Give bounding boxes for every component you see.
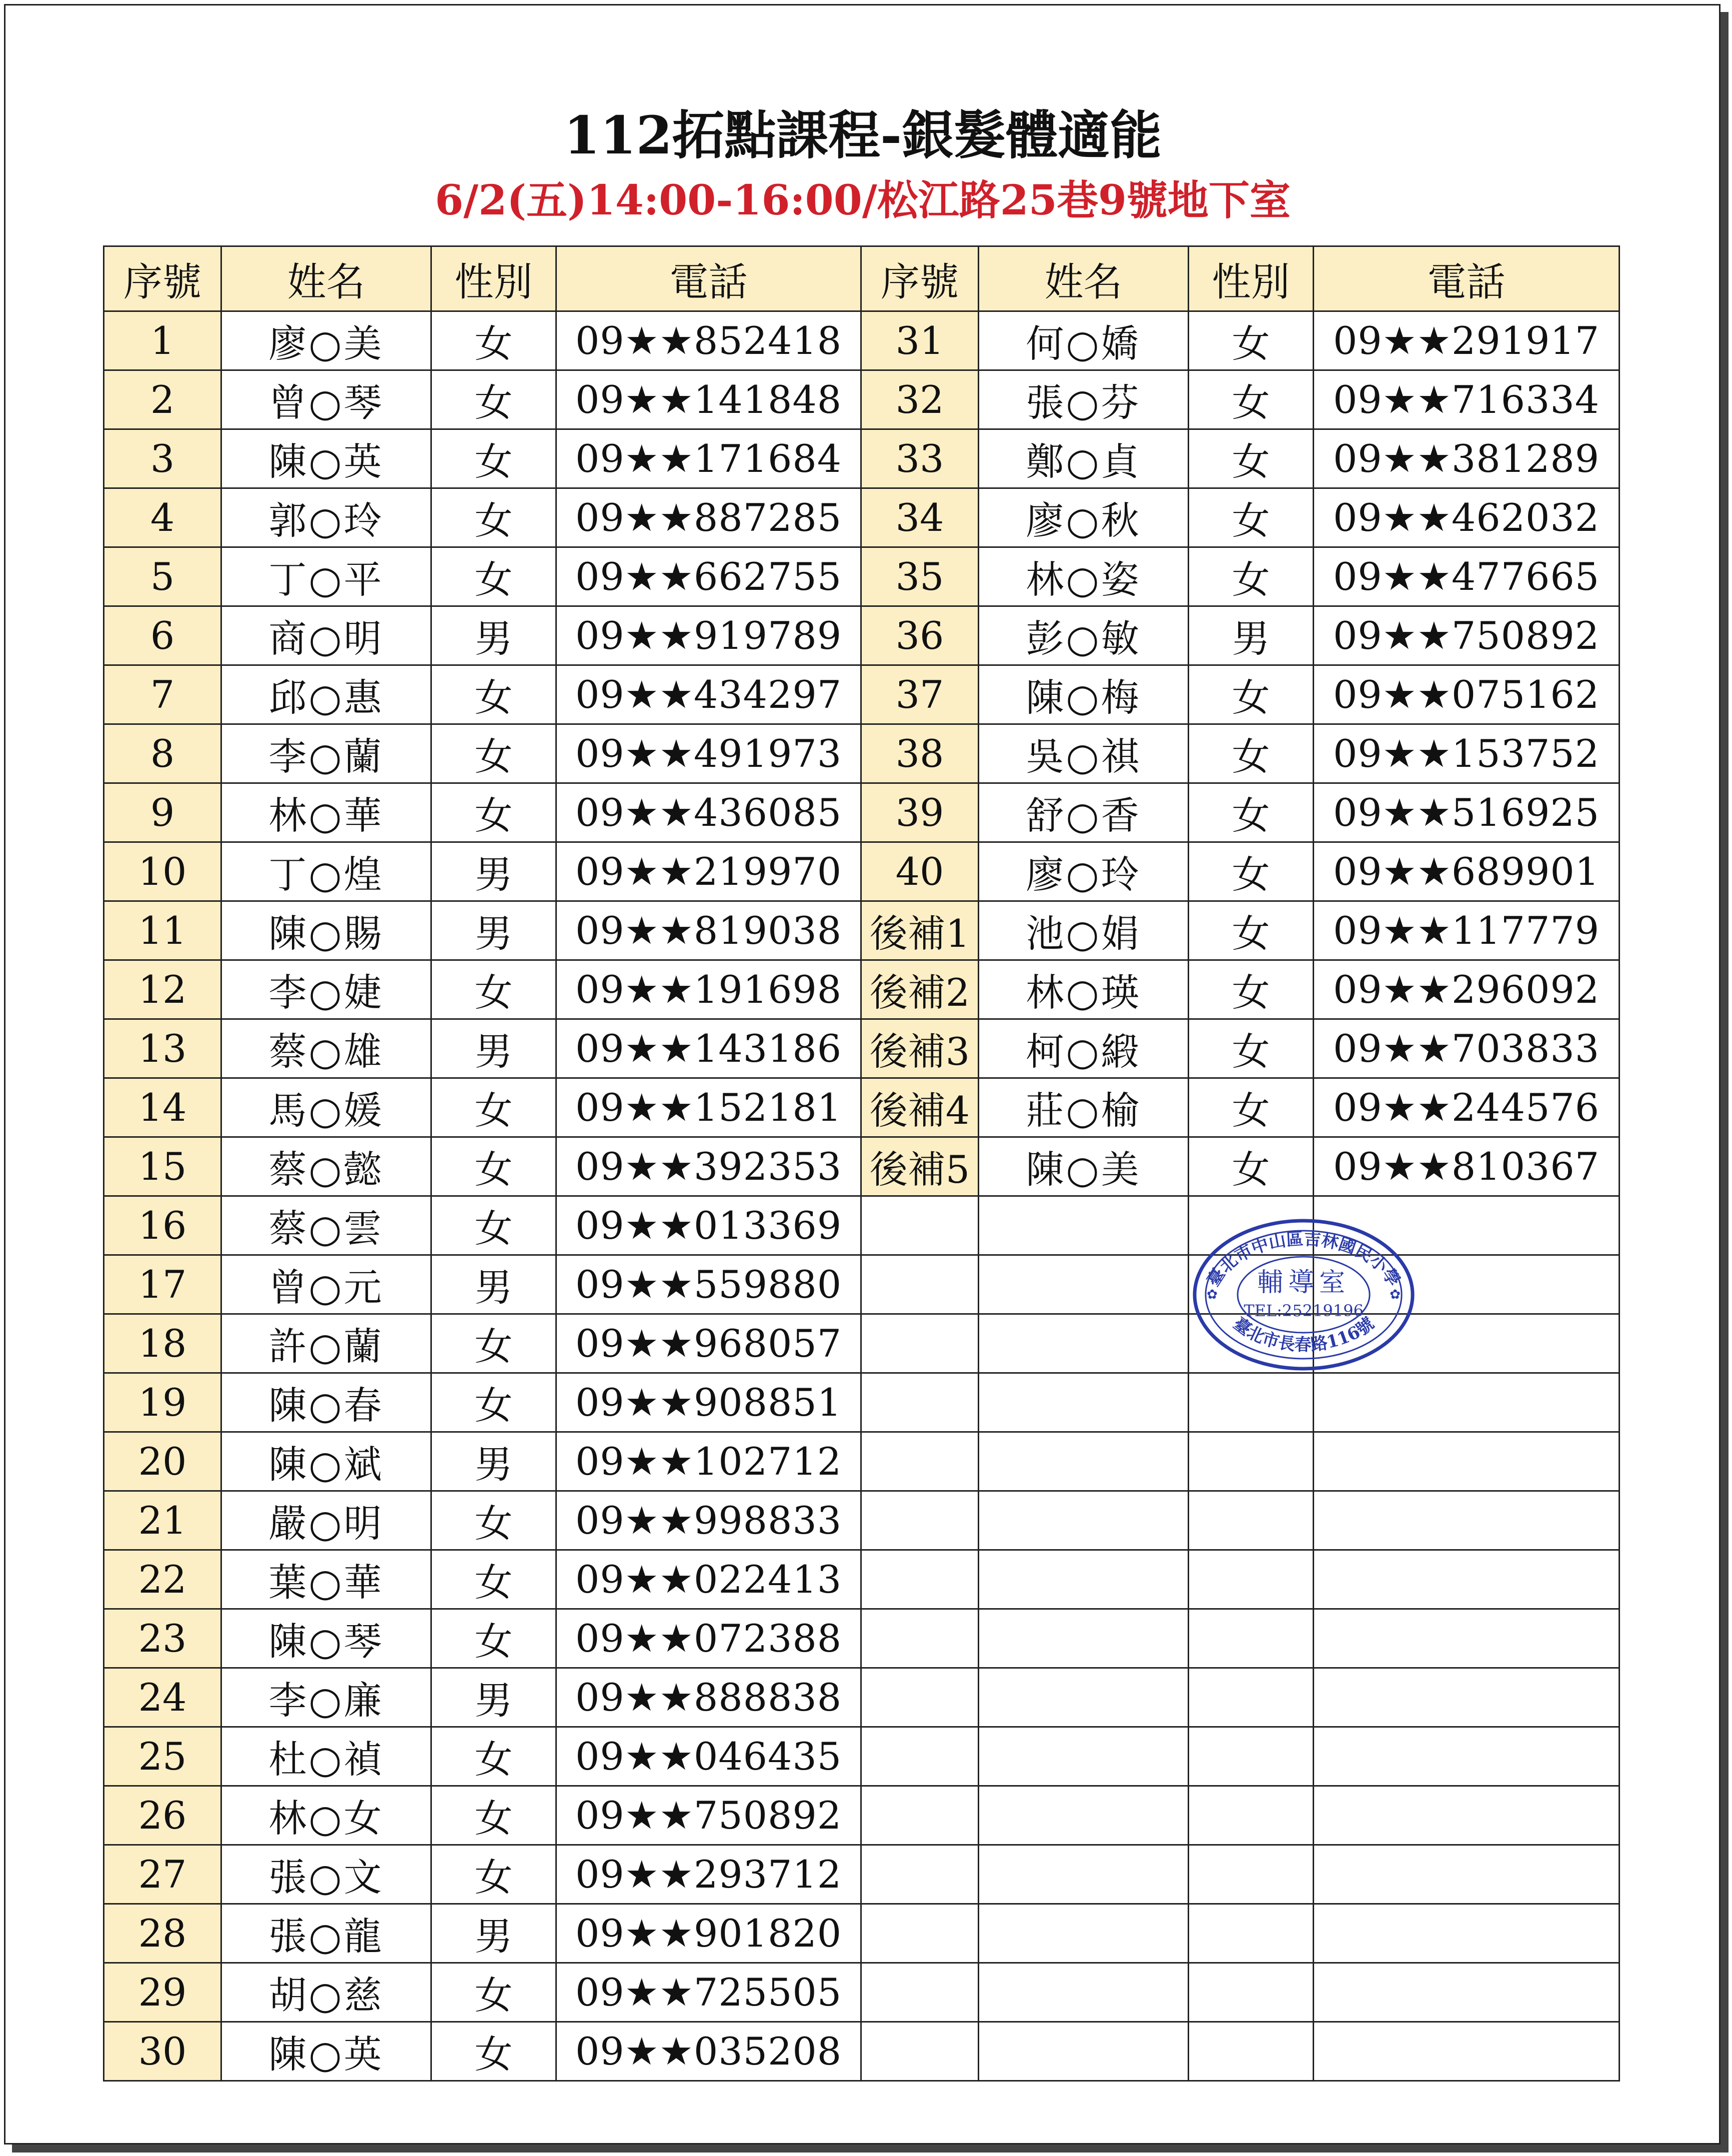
row-phone-right bbox=[1314, 1314, 1620, 1373]
row-seq-right bbox=[861, 2022, 979, 2081]
row-phone-left: 09★★219970 bbox=[556, 842, 861, 901]
roster-body bbox=[104, 311, 1620, 2081]
row-gender-left: 女 bbox=[431, 1550, 556, 1609]
row-seq-left: 2 bbox=[104, 370, 221, 429]
row-name-right bbox=[979, 1845, 1189, 1904]
table-row bbox=[104, 1845, 1620, 1904]
row-gender-right: 女 bbox=[1189, 724, 1314, 783]
row-gender-left: 男 bbox=[431, 1432, 556, 1491]
table-row bbox=[104, 488, 1620, 547]
table-row bbox=[104, 1019, 1620, 1078]
row-gender-left: 女 bbox=[431, 1137, 556, 1196]
row-gender-left: 女 bbox=[431, 1196, 556, 1255]
row-seq-right bbox=[861, 1196, 979, 1255]
row-seq-right: 31 bbox=[861, 311, 979, 370]
row-seq-right: 40 bbox=[861, 842, 979, 901]
row-phone-right: 09★★810367 bbox=[1314, 1137, 1620, 1196]
row-seq-left: 5 bbox=[104, 547, 221, 606]
row-gender-right bbox=[1189, 1727, 1314, 1786]
row-seq-right: 32 bbox=[861, 370, 979, 429]
row-gender-left: 女 bbox=[431, 724, 556, 783]
row-gender-right: 女 bbox=[1189, 842, 1314, 901]
table-row bbox=[104, 665, 1620, 724]
row-phone-left: 09★★491973 bbox=[556, 724, 861, 783]
table-row bbox=[104, 606, 1620, 665]
row-name-left: 丁○平 bbox=[221, 547, 431, 606]
row-phone-left: 09★★559880 bbox=[556, 1255, 861, 1314]
row-name-left: 許○蘭 bbox=[221, 1314, 431, 1373]
table-row bbox=[104, 960, 1620, 1019]
row-gender-left: 女 bbox=[431, 1491, 556, 1550]
row-phone-left: 09★★191698 bbox=[556, 960, 861, 1019]
row-name-left: 葉○華 bbox=[221, 1550, 431, 1609]
row-name-right bbox=[979, 1668, 1189, 1727]
row-gender-left: 女 bbox=[431, 2022, 556, 2081]
header-seq-right: 序號 bbox=[861, 246, 979, 311]
row-phone-right: 09★★244576 bbox=[1314, 1078, 1620, 1137]
header-phone-left: 電話 bbox=[556, 246, 861, 311]
row-phone-right: 09★★750892 bbox=[1314, 606, 1620, 665]
row-gender-left: 女 bbox=[431, 1314, 556, 1373]
row-phone-right bbox=[1314, 2022, 1620, 2081]
row-phone-right: 09★★703833 bbox=[1314, 1019, 1620, 1078]
row-name-right bbox=[979, 1314, 1189, 1373]
row-seq-left: 11 bbox=[104, 901, 221, 960]
row-phone-right: 09★★117779 bbox=[1314, 901, 1620, 960]
row-gender-right: 女 bbox=[1189, 429, 1314, 488]
row-name-right bbox=[979, 1727, 1189, 1786]
row-phone-right: 09★★516925 bbox=[1314, 783, 1620, 842]
row-phone-left: 09★★908851 bbox=[556, 1373, 861, 1432]
row-name-left: 李○蘭 bbox=[221, 724, 431, 783]
table-row bbox=[104, 1078, 1620, 1137]
row-name-right bbox=[979, 1196, 1189, 1255]
header-gender-left: 性別 bbox=[431, 246, 556, 311]
row-name-right bbox=[979, 1373, 1189, 1432]
row-name-right: 張○芬 bbox=[979, 370, 1189, 429]
row-phone-right bbox=[1314, 1491, 1620, 1550]
row-phone-left: 09★★022413 bbox=[556, 1550, 861, 1609]
table-row bbox=[104, 1727, 1620, 1786]
row-phone-left: 09★★819038 bbox=[556, 901, 861, 960]
header-name-right: 姓名 bbox=[979, 246, 1189, 311]
table-row bbox=[104, 2022, 1620, 2081]
row-gender-left: 女 bbox=[431, 311, 556, 370]
row-name-right bbox=[979, 1550, 1189, 1609]
row-gender-left: 女 bbox=[431, 1963, 556, 2022]
row-name-right bbox=[979, 1491, 1189, 1550]
row-gender-right bbox=[1189, 1491, 1314, 1550]
row-seq-right bbox=[861, 1373, 979, 1432]
row-seq-right: 後補4 bbox=[861, 1078, 979, 1137]
row-seq-left: 6 bbox=[104, 606, 221, 665]
row-gender-left: 女 bbox=[431, 1078, 556, 1137]
row-gender-left: 女 bbox=[431, 1845, 556, 1904]
row-seq-right bbox=[861, 1845, 979, 1904]
row-seq-left: 27 bbox=[104, 1845, 221, 1904]
row-name-left: 嚴○明 bbox=[221, 1491, 431, 1550]
row-seq-left: 17 bbox=[104, 1255, 221, 1314]
table-row bbox=[104, 1963, 1620, 2022]
row-name-left: 曾○元 bbox=[221, 1255, 431, 1314]
header-phone-right: 電話 bbox=[1314, 246, 1620, 311]
row-name-left: 胡○慈 bbox=[221, 1963, 431, 2022]
row-phone-right: 09★★075162 bbox=[1314, 665, 1620, 724]
row-name-left: 張○龍 bbox=[221, 1904, 431, 1963]
row-gender-right: 女 bbox=[1189, 547, 1314, 606]
row-phone-left: 09★★141848 bbox=[556, 370, 861, 429]
row-name-right: 林○姿 bbox=[979, 547, 1189, 606]
row-seq-right bbox=[861, 1550, 979, 1609]
row-phone-right bbox=[1314, 1727, 1620, 1786]
row-name-right: 吳○祺 bbox=[979, 724, 1189, 783]
row-seq-left: 14 bbox=[104, 1078, 221, 1137]
row-seq-right bbox=[861, 1255, 979, 1314]
row-name-left: 杜○禎 bbox=[221, 1727, 431, 1786]
row-seq-right bbox=[861, 1314, 979, 1373]
row-seq-right: 後補5 bbox=[861, 1137, 979, 1196]
row-phone-left: 09★★392353 bbox=[556, 1137, 861, 1196]
row-gender-right: 女 bbox=[1189, 783, 1314, 842]
row-seq-right: 39 bbox=[861, 783, 979, 842]
table-row bbox=[104, 1491, 1620, 1550]
row-name-right: 彭○敏 bbox=[979, 606, 1189, 665]
table-row bbox=[104, 547, 1620, 606]
table-row bbox=[104, 901, 1620, 960]
row-seq-left: 9 bbox=[104, 783, 221, 842]
row-seq-left: 23 bbox=[104, 1609, 221, 1668]
row-phone-left: 09★★998833 bbox=[556, 1491, 861, 1550]
table-row bbox=[104, 842, 1620, 901]
row-phone-right: 09★★689901 bbox=[1314, 842, 1620, 901]
document-subtitle: 6/2(五)14:00-16:00/松江路25巷9號地下室 bbox=[435, 176, 1291, 224]
row-gender-right: 女 bbox=[1189, 960, 1314, 1019]
row-name-left: 張○文 bbox=[221, 1845, 431, 1904]
row-name-right: 柯○緞 bbox=[979, 1019, 1189, 1078]
row-phone-right: 09★★296092 bbox=[1314, 960, 1620, 1019]
row-phone-left: 09★★434297 bbox=[556, 665, 861, 724]
row-name-left: 陳○賜 bbox=[221, 901, 431, 960]
row-name-right bbox=[979, 1255, 1189, 1314]
row-seq-left: 7 bbox=[104, 665, 221, 724]
table-row bbox=[104, 783, 1620, 842]
row-name-left: 丁○煌 bbox=[221, 842, 431, 901]
row-seq-left: 12 bbox=[104, 960, 221, 1019]
row-seq-right bbox=[861, 1727, 979, 1786]
row-phone-left: 09★★887285 bbox=[556, 488, 861, 547]
row-phone-left: 09★★725505 bbox=[556, 1963, 861, 2022]
row-name-right: 林○瑛 bbox=[979, 960, 1189, 1019]
row-gender-right bbox=[1189, 1904, 1314, 1963]
row-gender-left: 女 bbox=[431, 1727, 556, 1786]
row-phone-right bbox=[1314, 1786, 1620, 1845]
row-phone-right bbox=[1314, 1904, 1620, 1963]
row-seq-left: 26 bbox=[104, 1786, 221, 1845]
row-name-left: 陳○英 bbox=[221, 2022, 431, 2081]
row-seq-left: 15 bbox=[104, 1137, 221, 1196]
row-name-right bbox=[979, 1963, 1189, 2022]
row-name-right: 莊○榆 bbox=[979, 1078, 1189, 1137]
row-seq-right: 後補2 bbox=[861, 960, 979, 1019]
row-gender-left: 女 bbox=[431, 488, 556, 547]
table-row bbox=[104, 1373, 1620, 1432]
row-phone-right: 09★★462032 bbox=[1314, 488, 1620, 547]
row-name-right: 陳○梅 bbox=[979, 665, 1189, 724]
row-seq-right bbox=[861, 1432, 979, 1491]
table-row bbox=[104, 311, 1620, 370]
table-row bbox=[104, 1196, 1620, 1255]
row-gender-right: 女 bbox=[1189, 1137, 1314, 1196]
row-gender-right bbox=[1189, 1196, 1314, 1255]
row-phone-right: 09★★291917 bbox=[1314, 311, 1620, 370]
row-phone-right: 09★★381289 bbox=[1314, 429, 1620, 488]
row-seq-right bbox=[861, 1786, 979, 1845]
row-gender-right bbox=[1189, 1668, 1314, 1727]
stamp-flower-left-icon: ✿ bbox=[1207, 1287, 1218, 1302]
row-seq-right: 34 bbox=[861, 488, 979, 547]
row-seq-right: 37 bbox=[861, 665, 979, 724]
row-gender-left: 女 bbox=[431, 1373, 556, 1432]
row-seq-left: 29 bbox=[104, 1963, 221, 2022]
row-gender-left: 女 bbox=[431, 960, 556, 1019]
row-gender-left: 男 bbox=[431, 1904, 556, 1963]
row-name-right: 廖○玲 bbox=[979, 842, 1189, 901]
row-seq-right bbox=[861, 1963, 979, 2022]
row-gender-right bbox=[1189, 1609, 1314, 1668]
row-seq-right: 35 bbox=[861, 547, 979, 606]
row-name-right: 廖○秋 bbox=[979, 488, 1189, 547]
row-gender-right: 男 bbox=[1189, 606, 1314, 665]
row-seq-right bbox=[861, 1904, 979, 1963]
row-gender-left: 男 bbox=[431, 1668, 556, 1727]
table-row bbox=[104, 370, 1620, 429]
row-seq-left: 13 bbox=[104, 1019, 221, 1078]
row-gender-right: 女 bbox=[1189, 665, 1314, 724]
row-seq-right: 33 bbox=[861, 429, 979, 488]
row-name-left: 廖○美 bbox=[221, 311, 431, 370]
row-phone-left: 09★★035208 bbox=[556, 2022, 861, 2081]
row-gender-right: 女 bbox=[1189, 311, 1314, 370]
row-name-left: 曾○琴 bbox=[221, 370, 431, 429]
row-phone-left: 09★★919789 bbox=[556, 606, 861, 665]
row-gender-left: 男 bbox=[431, 606, 556, 665]
table-row bbox=[104, 724, 1620, 783]
row-name-left: 邱○惠 bbox=[221, 665, 431, 724]
row-seq-right: 後補3 bbox=[861, 1019, 979, 1078]
header-seq-left: 序號 bbox=[104, 246, 221, 311]
stamp-inner-title: 輔導室 bbox=[1257, 1268, 1351, 1298]
row-seq-left: 1 bbox=[104, 311, 221, 370]
row-phone-left: 09★★293712 bbox=[556, 1845, 861, 1904]
row-phone-left: 09★★072388 bbox=[556, 1609, 861, 1668]
row-seq-left: 30 bbox=[104, 2022, 221, 2081]
row-gender-right bbox=[1189, 1432, 1314, 1491]
row-gender-left: 男 bbox=[431, 901, 556, 960]
row-gender-right: 女 bbox=[1189, 901, 1314, 960]
row-gender-left: 女 bbox=[431, 429, 556, 488]
table-row bbox=[104, 429, 1620, 488]
row-gender-left: 男 bbox=[431, 842, 556, 901]
row-seq-right: 36 bbox=[861, 606, 979, 665]
document-sheet bbox=[4, 4, 1721, 2145]
row-seq-right: 38 bbox=[861, 724, 979, 783]
row-name-left: 林○女 bbox=[221, 1786, 431, 1845]
row-phone-right bbox=[1314, 1668, 1620, 1727]
row-name-left: 蔡○雲 bbox=[221, 1196, 431, 1255]
row-name-right bbox=[979, 1609, 1189, 1668]
row-gender-left: 女 bbox=[431, 1609, 556, 1668]
row-phone-right bbox=[1314, 1609, 1620, 1668]
row-seq-left: 22 bbox=[104, 1550, 221, 1609]
row-phone-right bbox=[1314, 1550, 1620, 1609]
row-phone-left: 09★★901820 bbox=[556, 1904, 861, 1963]
row-name-left: 李○廉 bbox=[221, 1668, 431, 1727]
row-phone-right bbox=[1314, 1432, 1620, 1491]
stamp-tel: TEL:25219196 bbox=[1244, 1301, 1364, 1320]
header-gender-right: 性別 bbox=[1189, 246, 1314, 311]
row-seq-left: 18 bbox=[104, 1314, 221, 1373]
row-seq-left: 28 bbox=[104, 1904, 221, 1963]
row-gender-left: 男 bbox=[431, 1255, 556, 1314]
row-name-left: 蔡○雄 bbox=[221, 1019, 431, 1078]
row-seq-left: 4 bbox=[104, 488, 221, 547]
row-seq-left: 10 bbox=[104, 842, 221, 901]
stamp-address-text: 臺北市長春路116號 bbox=[1229, 1313, 1378, 1355]
document-title: 112拓點課程-銀髮體適能 bbox=[563, 104, 1162, 166]
row-phone-left: 09★★046435 bbox=[556, 1727, 861, 1786]
row-phone-left: 09★★662755 bbox=[556, 547, 861, 606]
table-row bbox=[104, 1609, 1620, 1668]
row-gender-right: 女 bbox=[1189, 370, 1314, 429]
row-gender-right: 女 bbox=[1189, 488, 1314, 547]
row-seq-right: 後補1 bbox=[861, 901, 979, 960]
row-phone-left: 09★★171684 bbox=[556, 429, 861, 488]
row-name-left: 商○明 bbox=[221, 606, 431, 665]
stamp-outer-text: 臺北市中山區吉林國民小學 bbox=[1203, 1229, 1404, 1290]
row-seq-left: 3 bbox=[104, 429, 221, 488]
row-gender-left: 女 bbox=[431, 370, 556, 429]
row-seq-left: 24 bbox=[104, 1668, 221, 1727]
table-row bbox=[104, 1786, 1620, 1845]
row-name-left: 陳○琴 bbox=[221, 1609, 431, 1668]
row-gender-right bbox=[1189, 1550, 1314, 1609]
row-gender-left: 女 bbox=[431, 547, 556, 606]
row-seq-right bbox=[861, 1668, 979, 1727]
row-gender-left: 女 bbox=[431, 1786, 556, 1845]
table-row bbox=[104, 1550, 1620, 1609]
row-name-right: 舒○香 bbox=[979, 783, 1189, 842]
row-phone-right: 09★★477665 bbox=[1314, 547, 1620, 606]
header-row bbox=[104, 246, 1620, 311]
table-row bbox=[104, 1668, 1620, 1727]
row-phone-right: 09★★153752 bbox=[1314, 724, 1620, 783]
row-seq-left: 16 bbox=[104, 1196, 221, 1255]
row-name-left: 陳○春 bbox=[221, 1373, 431, 1432]
stamp-flower-right-icon: ✿ bbox=[1390, 1287, 1401, 1302]
row-name-right bbox=[979, 1432, 1189, 1491]
row-seq-left: 8 bbox=[104, 724, 221, 783]
row-gender-right bbox=[1189, 1786, 1314, 1845]
table-row bbox=[104, 1137, 1620, 1196]
table-row bbox=[104, 1904, 1620, 1963]
row-name-right bbox=[979, 1904, 1189, 1963]
row-name-right: 陳○美 bbox=[979, 1137, 1189, 1196]
row-seq-right bbox=[861, 1491, 979, 1550]
row-phone-right: 09★★716334 bbox=[1314, 370, 1620, 429]
row-gender-right: 女 bbox=[1189, 1078, 1314, 1137]
row-name-left: 陳○斌 bbox=[221, 1432, 431, 1491]
row-phone-right bbox=[1314, 1845, 1620, 1904]
row-seq-left: 21 bbox=[104, 1491, 221, 1550]
row-phone-left: 09★★152181 bbox=[556, 1078, 861, 1137]
row-gender-right bbox=[1189, 2022, 1314, 2081]
row-seq-left: 25 bbox=[104, 1727, 221, 1786]
row-phone-right bbox=[1314, 1963, 1620, 2022]
header-name-left: 姓名 bbox=[221, 246, 431, 311]
row-seq-right bbox=[861, 1609, 979, 1668]
row-gender-right: 女 bbox=[1189, 1019, 1314, 1078]
row-gender-left: 女 bbox=[431, 783, 556, 842]
row-name-left: 馬○媛 bbox=[221, 1078, 431, 1137]
row-phone-left: 09★★888838 bbox=[556, 1668, 861, 1727]
row-gender-right bbox=[1189, 1963, 1314, 2022]
row-seq-left: 19 bbox=[104, 1373, 221, 1432]
row-gender-right bbox=[1189, 1255, 1314, 1314]
row-name-right: 何○嬌 bbox=[979, 311, 1189, 370]
row-name-left: 李○婕 bbox=[221, 960, 431, 1019]
row-name-left: 郭○玲 bbox=[221, 488, 431, 547]
row-gender-right bbox=[1189, 1845, 1314, 1904]
row-phone-right bbox=[1314, 1373, 1620, 1432]
row-phone-right bbox=[1314, 1196, 1620, 1255]
row-phone-left: 09★★436085 bbox=[556, 783, 861, 842]
table-row bbox=[104, 1432, 1620, 1491]
row-name-right bbox=[979, 2022, 1189, 2081]
row-phone-left: 09★★143186 bbox=[556, 1019, 861, 1078]
row-name-right: 池○娟 bbox=[979, 901, 1189, 960]
row-phone-right bbox=[1314, 1255, 1620, 1314]
row-phone-left: 09★★852418 bbox=[556, 311, 861, 370]
row-phone-left: 09★★102712 bbox=[556, 1432, 861, 1491]
row-name-right bbox=[979, 1786, 1189, 1845]
row-name-left: 陳○英 bbox=[221, 429, 431, 488]
row-phone-left: 09★★968057 bbox=[556, 1314, 861, 1373]
row-gender-right bbox=[1189, 1373, 1314, 1432]
row-gender-left: 女 bbox=[431, 665, 556, 724]
row-gender-left: 男 bbox=[431, 1019, 556, 1078]
row-name-right: 鄭○貞 bbox=[979, 429, 1189, 488]
row-gender-right bbox=[1189, 1314, 1314, 1373]
row-name-left: 蔡○懿 bbox=[221, 1137, 431, 1196]
row-seq-left: 20 bbox=[104, 1432, 221, 1491]
roster-table bbox=[103, 245, 1620, 2082]
row-phone-left: 09★★750892 bbox=[556, 1786, 861, 1845]
row-phone-left: 09★★013369 bbox=[556, 1196, 861, 1255]
table-row bbox=[104, 1314, 1620, 1373]
table-row bbox=[104, 1255, 1620, 1314]
row-name-left: 林○華 bbox=[221, 783, 431, 842]
